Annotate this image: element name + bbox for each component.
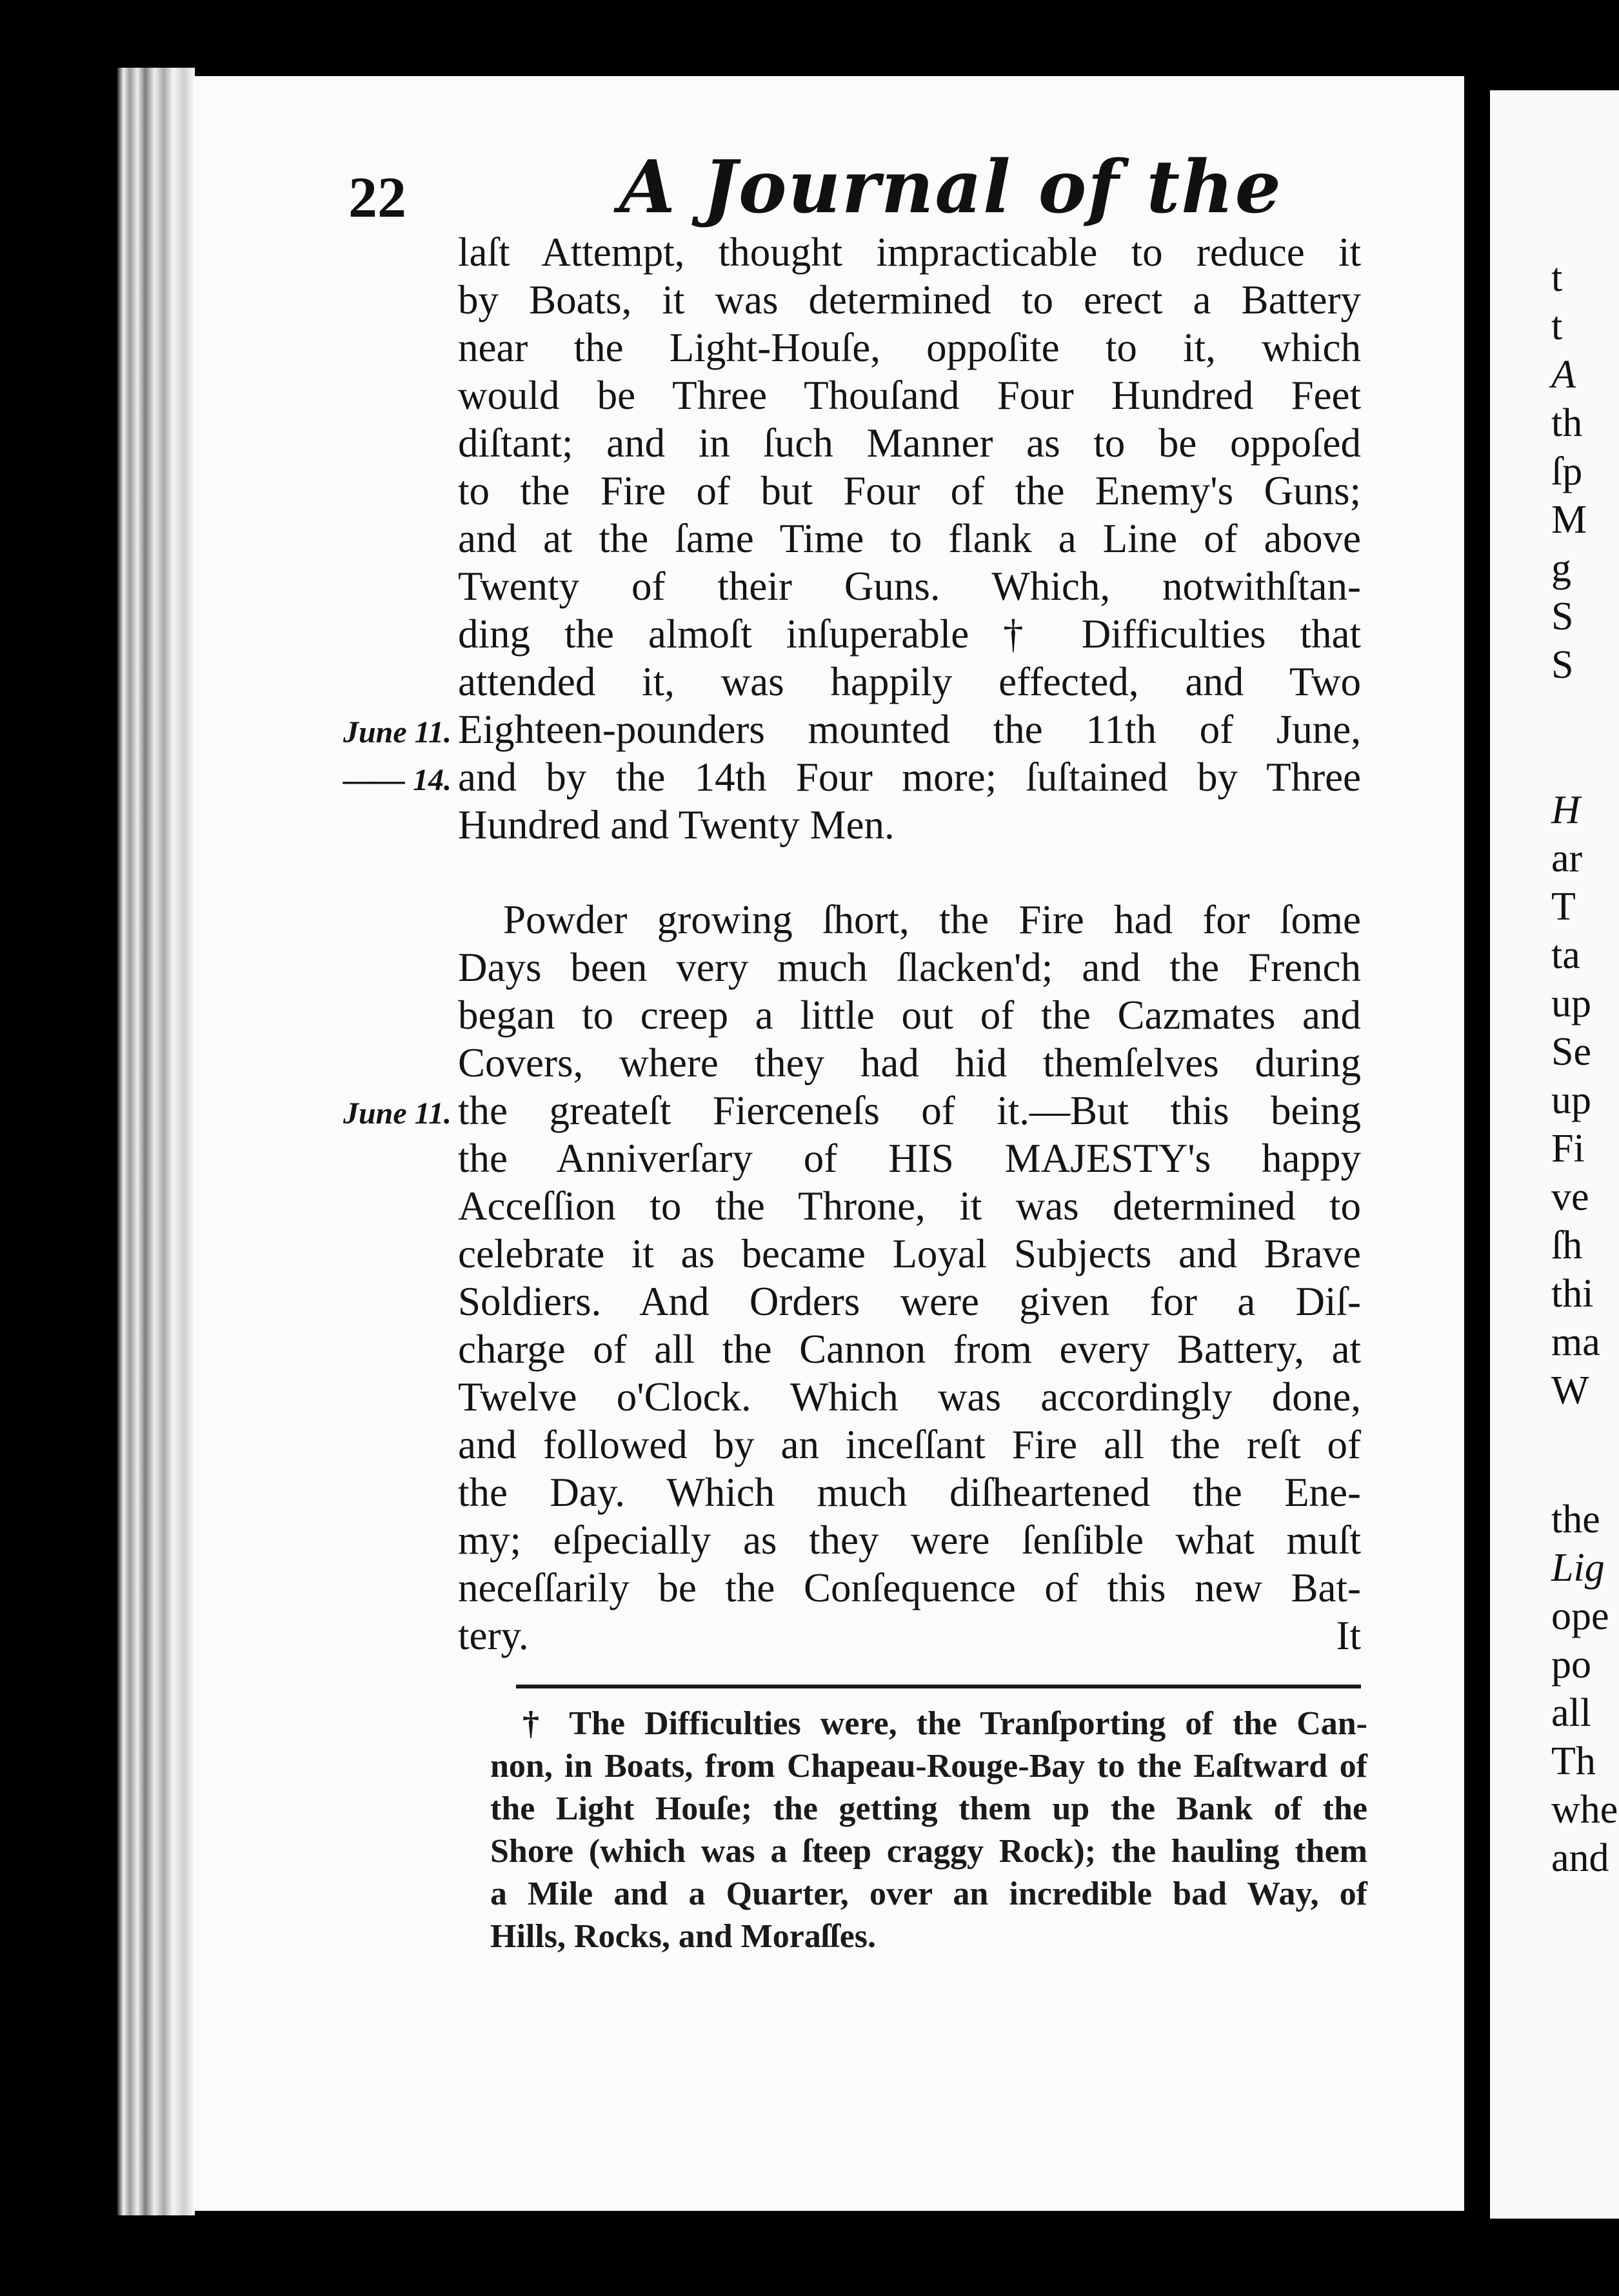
facing-page <box>1490 90 1619 2219</box>
text-line: attended it, was happily effected, and Two <box>458 659 1361 704</box>
facing-page-fragment: ſh <box>1551 1223 1583 1267</box>
running-title: A Journal of the <box>619 145 1282 230</box>
footnote-line: † The Difficulties were, the Tranſporting of the Can- <box>522 1705 1367 1742</box>
text-line: Acceſſion to the Throne, it was determined to <box>458 1183 1361 1229</box>
footnote-rule <box>516 1685 1361 1688</box>
facing-page-fragment: Fi <box>1551 1127 1585 1171</box>
text-line: diſtant; and in ſuch Manner as to be oppoſed <box>458 421 1361 466</box>
text-line: would be Three Thouſand Four Hundred Feet <box>458 373 1361 418</box>
facing-page-fragment: g <box>1551 546 1571 590</box>
facing-page-fragment: A <box>1551 353 1576 397</box>
text-line: Powder growing ſhort, the Fire had for ſome <box>503 897 1361 942</box>
page-header <box>348 145 1380 235</box>
facing-page-fragment: up <box>1551 982 1591 1025</box>
text-line: Hundred and Twenty Men. <box>458 802 895 847</box>
text-line: the Anniverſary of HIS MAJESTY's happy <box>458 1136 1361 1181</box>
page-edges <box>117 68 195 2215</box>
footnote-line: Hills, Rocks, and Moraſſes. <box>490 1918 877 1955</box>
facing-page-fragment: M <box>1551 498 1587 542</box>
text-line: Days been very much ſlacken'd; and the French <box>458 945 1361 990</box>
margin-date-note: June 11. <box>343 715 452 749</box>
text-line: to the Fire of but Four of the Enemy's Guns; <box>458 468 1361 513</box>
facing-page-fragment: all <box>1551 1691 1591 1735</box>
facing-page-fragment: t <box>1551 256 1563 300</box>
facing-page-fragment: ta <box>1551 933 1580 977</box>
page-number: 22 <box>348 166 406 230</box>
footnote-line: a Mile and a Quarter, over an incredible bad Way, of <box>490 1875 1367 1912</box>
text-line: Soldiers. And Orders were given for a Diſ- <box>458 1279 1361 1324</box>
text-line: and by the 14th Four more; ſuſtained by Three <box>458 755 1361 800</box>
facing-page-fragment: ope <box>1551 1594 1609 1638</box>
text-line <box>458 1612 1361 1659</box>
text-line: Eighteen-pounders mounted the 11th of June, <box>458 707 1361 752</box>
facing-page-fragment: S <box>1551 643 1574 687</box>
footnote-line: the Light Houſe; the getting them up the Bank of the <box>490 1790 1367 1827</box>
text-line: Covers, where they had hid themſelves during <box>458 1040 1361 1085</box>
text-line: by Boats, it was determined to erect a Battery <box>458 277 1361 322</box>
margin-date-note: —— 14. <box>343 763 452 797</box>
text-line: the Day. Which much diſheartened the Ene- <box>458 1470 1361 1515</box>
facing-page-fragment: T <box>1551 885 1576 929</box>
facing-page-fragment: and <box>1551 1836 1609 1880</box>
text-line: and at the ſame Time to flank a Line of above <box>458 516 1361 561</box>
facing-page-fragment: Se <box>1551 1030 1591 1074</box>
facing-page-fragment: t <box>1551 304 1563 348</box>
facing-page-fragment: the <box>1551 1498 1600 1541</box>
facing-page-fragment: Lig <box>1551 1546 1605 1590</box>
facing-page-fragment: whe <box>1551 1788 1618 1832</box>
facing-page-fragment: thi <box>1551 1272 1594 1316</box>
facing-page-fragment: th <box>1551 401 1583 445</box>
facing-page-fragment: S <box>1551 595 1574 638</box>
text-line: ding the almoſt inſuperable † Difficulties that <box>458 611 1361 657</box>
last-line-text: tery. <box>458 1613 529 1658</box>
text-line: celebrate it as became Loyal Subjects and Brave <box>458 1231 1361 1276</box>
text-line: Twelve o'Clock. Which was accordingly done, <box>458 1374 1361 1420</box>
facing-page-fragment: H <box>1551 788 1580 832</box>
facing-page-fragment: po <box>1551 1643 1591 1687</box>
facing-page-fragment: up <box>1551 1078 1591 1122</box>
footnote-line: Shore (which was a ſteep craggy Rock); the hauling them <box>490 1833 1367 1870</box>
text-line: and followed by an inceſſant Fire all the reſt of <box>458 1422 1361 1467</box>
text-line: the greateſt Fierceneſs of it.—But this being <box>458 1088 1361 1133</box>
text-line: charge of all the Cannon from every Battery, at <box>458 1327 1361 1372</box>
facing-page-fragment: ma <box>1551 1320 1600 1364</box>
facing-page-fragment: ar <box>1551 836 1583 880</box>
text-line: my; eſpecially as they were ſenſible what muſt <box>458 1518 1361 1563</box>
facing-page-fragment: ve <box>1551 1175 1589 1219</box>
text-line: near the Light-Houſe, oppoſite to it, which <box>458 325 1361 370</box>
text-line: Twenty of their Guns. Which, notwithſtan- <box>458 564 1361 609</box>
facing-page-fragment: W <box>1551 1369 1589 1412</box>
text-line: laſt Attempt, thought impracticable to reduce it <box>458 230 1361 275</box>
margin-date-note: June 11. <box>343 1096 452 1131</box>
facing-page-fragment: ſp <box>1551 450 1583 493</box>
footnote-line: non, in Boats, from Chapeau-Rouge-Bay to the Eaſtward of <box>490 1748 1367 1785</box>
text-line: neceſſarily be the Conſequence of this new Bat- <box>458 1565 1361 1610</box>
facing-page-fragment: Th <box>1551 1739 1596 1783</box>
catchword: It <box>1336 1613 1361 1658</box>
text-line: began to creep a little out of the Cazmates and <box>458 993 1361 1038</box>
